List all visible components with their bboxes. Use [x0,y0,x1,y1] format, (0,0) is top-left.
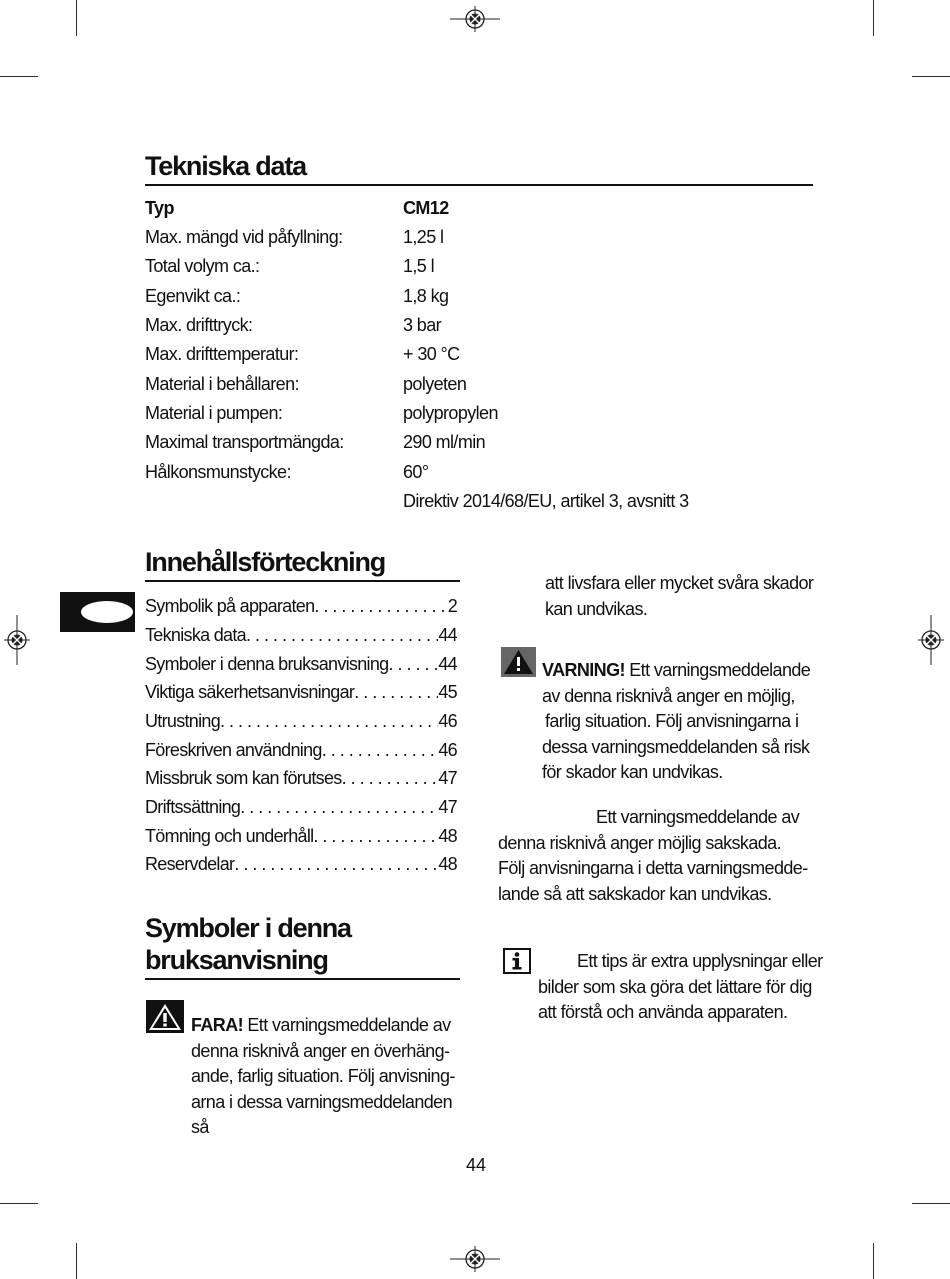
spec-row [145,491,805,520]
spec-row [145,344,805,373]
toc-item-page: 44 [438,654,457,674]
toc-leader [388,654,438,675]
spec-value: 290 ml/min [403,432,486,452]
toc-item-title: Utrustning [145,711,221,731]
toc-item-title: Symboler i denna bruksanvisning [145,654,389,674]
property-damage-paragraph [498,805,818,907]
spec-label: Max. drifttryck: [145,315,253,335]
toc-item-page: 48 [438,854,457,874]
toc-leader [342,768,439,789]
spec-label: Total volym ca.: [145,256,260,276]
text-line: Ett tips är extra upplysningar eller [577,951,823,971]
spec-label: Max. mängd vid påfyllning: [145,227,343,247]
text-fragment: Ett varningsmeddelande av [243,1015,451,1035]
spec-label: Maximal transportmängda: [145,432,344,452]
spec-row [145,403,805,432]
text-line [542,658,817,684]
heading-rule [145,580,460,582]
danger-paragraph [191,1013,466,1141]
toc-item-page: 47 [438,797,457,817]
toc-item-title: Symbolik på apparaten [145,596,315,616]
spec-label: Typ [145,198,174,218]
toc-item[interactable] [145,625,457,653]
toc-item-title: Föreskriven användning [145,740,322,760]
toc-item[interactable] [145,711,457,739]
registration-mark-icon [918,615,944,665]
toc-leader [354,682,438,703]
language-tab-icon [60,592,135,632]
text-line [191,1013,466,1039]
spec-row [145,374,805,403]
trim-mark [0,76,38,77]
tips-paragraph [538,949,828,1026]
warning-icon [501,647,536,677]
toc-item[interactable] [145,740,457,768]
warning-paragraph [542,658,817,786]
spec-row [145,256,805,285]
trim-mark [0,1203,38,1204]
spec-row-type [145,198,805,227]
spec-value: 1,25 l [403,227,444,247]
spec-label: Material i pumpen: [145,403,283,423]
heading-rule [145,184,813,186]
registration-mark-icon [4,615,30,665]
trim-mark [76,1243,77,1279]
text-line: Ett varningsmeddelande av [596,807,800,827]
spec-value: CM12 [403,198,449,218]
toc-item-title: Reservdelar [145,854,235,874]
text-line: Följ anvisningarna i detta varningsmedde- [498,858,808,878]
spec-row [145,286,805,315]
spec-value: 60° [403,462,429,482]
toc-item-page: 47 [438,768,457,788]
text-line: att förstå och använda apparaten. [538,1002,788,1022]
text-line: för skador kan undvikas. [542,762,723,782]
toc-leader [220,711,438,732]
toc-item-title: Driftssättning [145,797,241,817]
text-line: dessa varningsmeddelanden så risk [542,736,810,757]
toc-item-page: 45 [438,682,457,702]
toc-item-page: 46 [438,711,457,731]
toc-item-page: 44 [438,625,457,645]
danger-warning-icon [146,1000,184,1033]
text-fragment: Ett varningsmeddelande [624,660,811,680]
spec-row [145,315,805,344]
trim-mark [873,1243,874,1279]
toc-item[interactable] [145,682,457,710]
section-title-line: Symboler i denna [145,913,351,943]
text-line: lande så att sakskador kan undvikas. [498,883,772,904]
text-line: denna risknivå anger möjlig sakskada. [498,832,781,853]
toc-item[interactable] [145,654,457,682]
toc-item-title: Tekniska data [145,625,246,645]
toc-item[interactable] [145,596,457,624]
text-line: bilder som ska göra det lättare för dig [538,976,812,997]
registration-mark-icon [450,1246,500,1272]
toc-item-title: Viktiga säkerhetsanvisningar [145,682,355,702]
spec-value: polypropylen [403,403,498,423]
spec-label: Egenvikt ca.: [145,286,241,306]
text-line: denna risknivå anger en överhäng- [191,1040,450,1061]
toc-leader [240,797,438,818]
toc-item-page: 46 [438,740,457,760]
spec-value: 3 bar [403,315,442,335]
trim-mark [873,0,874,36]
heading-rule [145,978,460,980]
registration-mark-icon [450,6,500,32]
info-icon [503,948,531,974]
spec-value: Direktiv 2014/68/EU, artikel 3, avsnitt 3 [403,491,689,511]
spec-label: Max. drifttemperatur: [145,344,299,364]
danger-label: FARA! [191,1015,243,1035]
warning-label: VARNING! [542,660,625,680]
spec-label: Hålkonsmunstycke: [145,462,291,482]
text-line: farlig situation. Följ anvisningarna i [545,711,799,731]
spec-value: 1,5 l [403,256,435,276]
section-title-tekniska-data: Tekniska data [145,151,306,181]
text-line: ande, farlig situation. Följ anvisning- [191,1066,455,1086]
trim-mark [912,1203,950,1204]
spec-value: polyeten [403,374,467,394]
page-number: 44 [466,1155,487,1175]
text-line: av denna risknivå anger en möjlig, [542,685,795,706]
toc-item-page: 48 [438,826,457,846]
toc-item-page: 2 [447,596,457,616]
spec-value: + 30 °C [403,344,460,364]
spec-row [145,462,805,491]
text-line: arna i dessa varningsmeddelanden så [191,1091,452,1137]
text-line: kan undvikas. [545,598,648,619]
spec-label: Material i behållaren: [145,374,299,394]
section-title-line: bruksanvisning [145,945,328,975]
toc-item[interactable] [145,854,457,882]
spec-value: 1,8 kg [403,286,449,306]
danger-paragraph-continued [545,571,820,622]
toc-item-title: Missbruk som kan förutses [145,768,342,788]
toc-item[interactable] [145,768,457,796]
toc-leader [314,596,447,617]
toc-item[interactable] [145,826,457,854]
spec-row [145,432,805,461]
toc-leader [322,740,439,761]
text-line: att livsfara eller mycket svåra skador [545,573,814,593]
toc-leader [313,826,438,847]
toc-leader [246,625,438,646]
toc-item[interactable] [145,797,457,825]
trim-mark [912,76,950,77]
section-title-symboler [145,912,351,976]
section-title-innehallsforteckning: Innehållsförteckning [145,547,386,577]
trim-mark [76,0,77,36]
toc-leader [234,854,438,875]
toc-item-title: Tömning och underhåll [145,826,314,846]
spec-row [145,227,805,256]
